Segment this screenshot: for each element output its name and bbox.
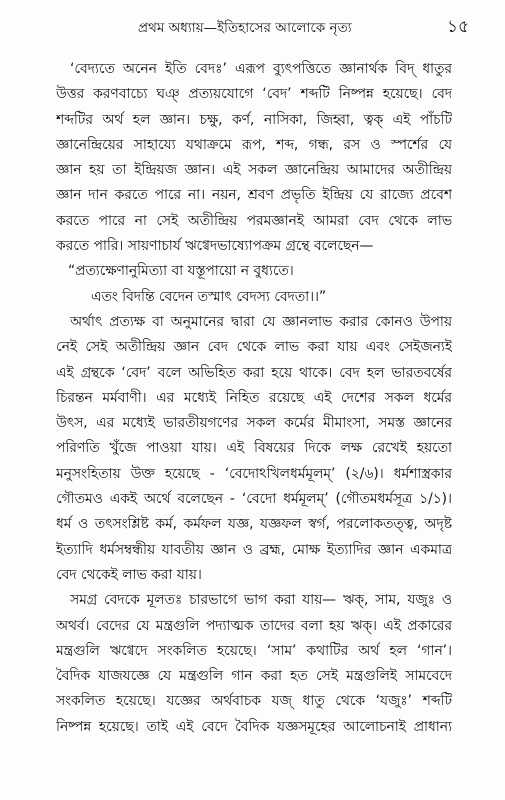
- text-line: ‘বেদ্যতে অনেন ইতি বেদঃ’ এরূপ ব্যুৎপত্তিতে জ্ঞানার্থক বিদ্ ধাতুর: [70, 61, 452, 77]
- text-line: জ্ঞান হয় তা ইন্দ্রিয়জ জ্ঞান। এই সকল জ্ঞানেন্দ্রিয় আমাদের অতীন্দ্রিয়: [56, 162, 452, 179]
- text-line: অথর্ব। বেদের যে মন্ত্রগুলি পদ্যাত্মক তাদের বলা হয় ঋক্। এই প্রকারের: [56, 617, 452, 634]
- paragraph-four-vedas: [56, 588, 452, 740]
- text-line: জ্ঞানেন্দ্রিয়ের সাহায্যে যথাক্রমে রূপ, শব্দ, গন্ধ, রস ও স্পর্শের যে: [56, 136, 452, 153]
- text-line: ইত্যাদি ধর্মসম্বন্ধীয় যাবতীয় জ্ঞান ও ব্রহ্ম, মোক্ষ ইত্যাদির জ্ঞান একমাত্র: [56, 541, 452, 558]
- text-line: বৈদিক যাজযজ্ঞে যে মন্ত্রগুলি গান করা হত সেই মন্ত্রগুলিই সামবেদে: [56, 668, 452, 685]
- text-line: অর্থাৎ প্রত্যক্ষ বা অনুমানের দ্বারা যে জ্ঞানলাভ করার কোনও উপায়: [70, 313, 452, 330]
- text-line: উৎস, এর মধ্যেই ভারতীয়গণের সকল কর্মের মীমাংসা, সমস্ত জ্ঞানের: [56, 415, 452, 432]
- text-line: সংকলিত হয়েছে। যজ্ঞের অর্থবাচক যজ্ ধাতু থেকে ‘যজুঃ’ শব্দটি: [56, 693, 452, 710]
- text-line: করতে পারে না সেই অতীন্দ্রিয় পরমজ্ঞানই আমরা বেদ থেকে লাভ: [56, 212, 452, 229]
- page-number: ১৫: [446, 17, 469, 37]
- verse-quotation: [56, 259, 452, 310]
- text-line: পরিণতি খুঁজে পাওয়া যায়। এই বিষয়ের দিকে লক্ষ রেখেই হয়তো: [56, 440, 452, 457]
- text-line: শব্দটির অর্থ হল জ্ঞান। চক্ষু, কর্ণ, নাসিকা, জিহ্বা, ত্বক্ এই পাঁচটি: [56, 111, 452, 128]
- text-line: জ্ঞান দান করতে পারে না। নয়ন, শ্রবণ প্রভৃতি ইন্দ্রিয় যে রাজ্যে প্রবেশ: [56, 187, 452, 204]
- text-line: নিষ্পন্ন হয়েছে। তাই এই বেদে বৈদিক যজ্ঞসমূহের আলোচনাই প্রাধান্য: [56, 718, 452, 735]
- text-line: বেদ থেকেই লাভ করা যায়।: [56, 566, 202, 583]
- running-head: প্রথম অধ্যায়—ইতিহাসের আলোকে নৃত্য: [138, 20, 352, 36]
- text-line: সমগ্র বেদকে মূলতঃ চারভাগে ভাগ করা যায়— ঋক্, সাম, যজুঃ ও: [70, 592, 452, 609]
- text-line: মনুসংহিতায় উক্ত হয়েছে - ‘বেদোঽখিলধর্মমূলম্’ (২/৬)। ধর্মশাস্ত্রকার: [56, 465, 452, 482]
- text-line: উত্তর করণবাচ্যে ঘঞ্ প্রত্যয়যোগে ‘বেদ’ শব্দটি নিষ্পন্ন হয়েছে। বেদ: [56, 86, 452, 103]
- text-line: মন্ত্রগুলি ঋগ্বেদে সংকলিত হয়েছে। ‘সাম’ কথাটির অর্থ হল ‘গান’।: [56, 642, 452, 659]
- body-text: [56, 57, 452, 740]
- text-line: গৌতমও একই অর্থে বলেছেন - ‘বেদো ধর্মমূলম্’ (গৌতমধর্মসূত্র ১/১)।: [56, 491, 452, 508]
- paragraph-veda-etymology: [56, 57, 452, 259]
- text-line: করতে পারি। সায়ণাচার্য ঋগ্বেদভাষ্যোপক্রম গ্রন্থে বলেছেন—: [56, 238, 374, 255]
- page-header: [0, 14, 505, 38]
- paragraph-veda-meaning: [56, 310, 452, 588]
- text-line: এই গ্রন্থকে ‘বেদ’ বলে অভিহিত করা হয়ে থাকে। বেদ হল ভারতবর্ষের: [56, 364, 452, 381]
- text-line: চিরন্তন মর্মবাণী। এর মধ্যেই নিহিত রয়েছে এই দেশের সকল ধর্মের: [56, 389, 452, 406]
- text-line: ধর্ম ও তৎসংশ্লিষ্ট কর্ম, কর্মফল যজ্ঞ, যজ্ঞফল স্বর্গ, পরলোকতত্ত্ব, অদৃষ্ট: [56, 516, 452, 533]
- verse-line: এতং বিদন্তি বেদেন তস্মাৎ বেদস্য বেদতা।।”: [91, 288, 327, 305]
- verse-line: “প্রত্যক্ষেণানুমিত্যা বা যস্তূপায়ো ন বুধ্যতে।: [68, 263, 294, 280]
- text-line: নেই সেই অতীন্দ্রিয় জ্ঞান বেদ থেকে লাভ করা যায় এবং সেইজন্যই: [56, 339, 452, 356]
